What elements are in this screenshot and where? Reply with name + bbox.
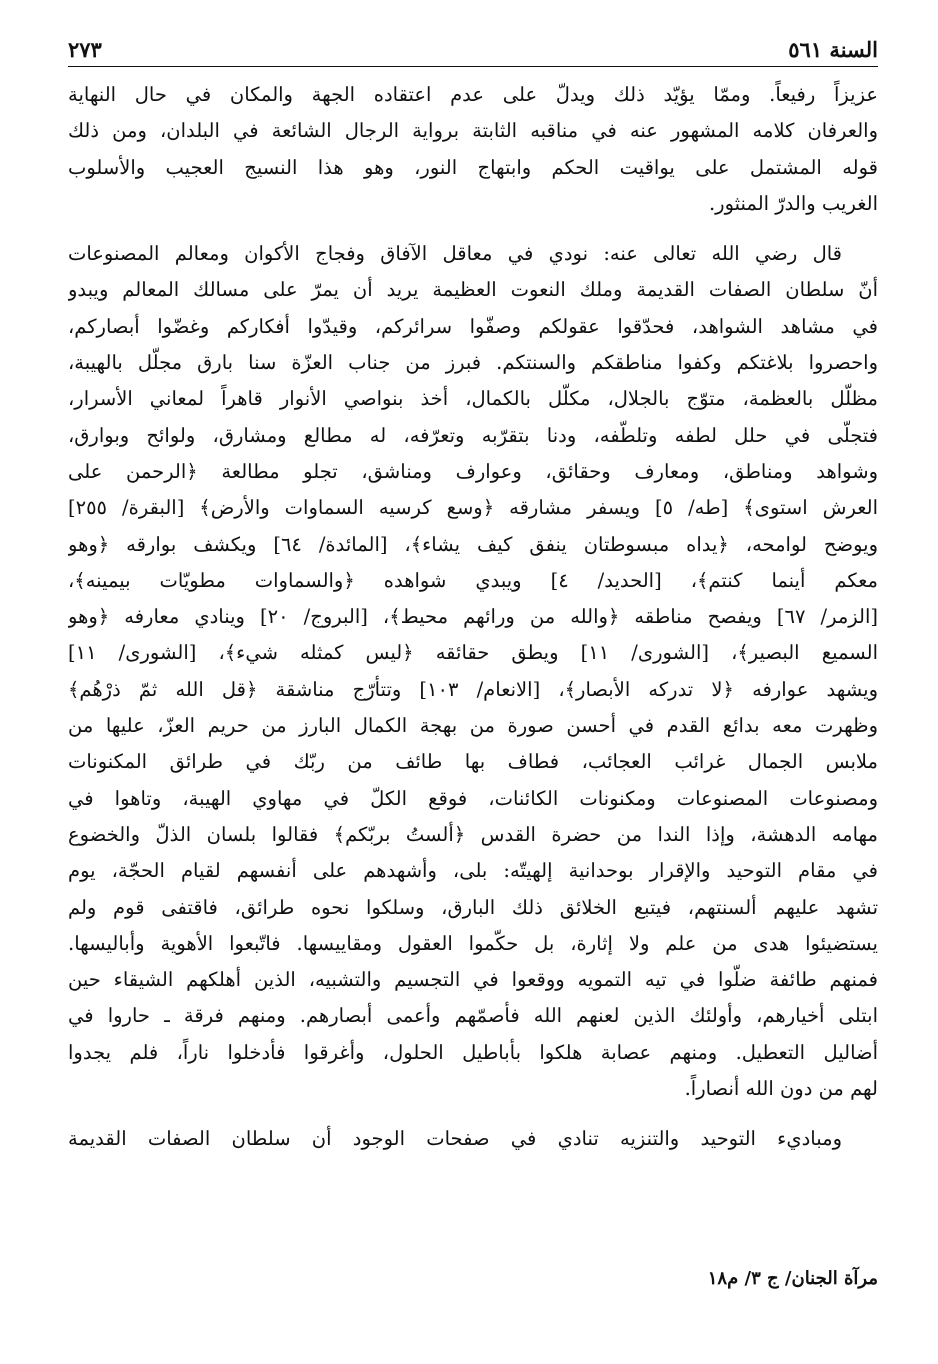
text-line: وظهرت معه بدائع القدم في أحسن صورة من بهجة الكمال البارز من حريم العزّ، عليها من: [68, 714, 878, 738]
text-line: معكم أينما كنتم﴾، [الحديد/ ٤] ويبدي شواهده ﴿والسماوات مطويّات بيمينه﴾،: [68, 568, 878, 592]
page-number: ٢٧٣: [68, 37, 102, 62]
text-line: ومصنوعات المصنوعات ومكنونات الكائنات، فوقع الكلّ في مهاوي الهيبة، وتاهوا في: [68, 786, 878, 810]
page-footer-signature: مرآة الجنان/ ج ٣/ م١٨: [707, 1268, 878, 1289]
text-line: السميع البصير﴾، [الشورى/ ١١] ويطق حقائقه ﴿ليس كمثله شيء﴾، [الشورى/ ١١]: [68, 641, 878, 665]
text-line: وشواهد ومناطق، ومعارف وحقائق، وعوارف ومناشق، تجلو مطالعة ﴿الرحمن على: [68, 459, 878, 483]
text-line: قوله المشتمل على يواقيت الحكم وابتهاج النور، وهو هذا النسيج العجيب والأسلوب: [68, 155, 878, 179]
text-line: ويشهد عوارفه ﴿لا تدركه الأبصار﴾، [الانعام/ ١٠٣] وتتأرّج مناشقة ﴿قل الله ثمّ ذرْهُم﴾: [68, 677, 878, 701]
text-line: لهم من دون الله أنصاراً.: [684, 1077, 878, 1101]
paragraph-2: [68, 236, 878, 1107]
text-line: يستضيئوا هدى من علم ولا إثارة، بل حكّموا العقول ومقاييسها. فاتّبعوا الأهوية وأباليسها.: [68, 931, 878, 955]
text-line: [الزمر/ ٦٧] ويفصح مناطقه ﴿والله من ورائهم محيط﴾، [البروج/ ٢٠] وينادي معارفه ﴿وهو: [68, 605, 878, 629]
text-line: قال رضي الله تعالى عنه: نودي في معاقل الآفاق وفجاج الأكوان ومعالم المصنوعات: [68, 242, 842, 266]
text-line: مظلّل بالعظمة، متوّج بالجلال، مكلّل بالكمال، أخذ بنواصي الأنوار قاهراً لمعاني الأسرار،: [68, 387, 878, 411]
text-line: في مشاهد الشواهد، فحدّقوا عقولكم وصفّوا سرائركم، وقيدّوا أفكاركم وغضّوا أبصاركم،: [68, 314, 878, 338]
text-line: ابتلى أخيارهم، وأولئك الذين لعنهم الله فأصمّهم وأعمى أبصارهم. ومنهم فرقة ـ حاروا في: [68, 1004, 878, 1028]
text-line: عزيزاً رفيعاً. وممّا يؤيّد ذلك ويدلّ على عدم اعتقاده الجهة والمكان في حال النهاية: [68, 83, 878, 106]
text-line: في مقام التوحيد والإقرار بوحدانية إلهيتّه: بلى، وأشهدهم على أنفسهم لقيام الحجّة، يوم: [68, 859, 878, 883]
text-line: أنّ سلطان الصفات القديمة وملك النعوت العظيمة يريد أن يمرّ على مسالك المعالم ويبدو: [68, 278, 878, 302]
text-line: والعرفان كلامه المشهور عنه في مناقبه الثابتة برواية الرجال الشائعة في البلدان، ومن ذلك: [68, 119, 878, 143]
running-title: السنة ٥٦١: [788, 37, 878, 62]
text-line: الغريب والدرّ المنثور.: [708, 191, 878, 215]
text-line: ويوضح لوامحه، ﴿يداه مبسوطتان ينفق كيف يشاء﴾، [المائدة/ ٦٤] ويكشف بوارقه ﴿وهو: [68, 532, 878, 556]
text-line: أضاليل التعطيل. ومنهم عصابة هلكوا بأباطيل الحلول، وأغرقوا فأدخلوا ناراً، فلم يجدوا: [68, 1040, 878, 1064]
page-header: [68, 28, 878, 62]
paragraph-3: [68, 1121, 878, 1157]
text-line: فمنهم طائفة ضلّوا في تيه التمويه ووقعوا في التجسيم والتشبيه، الذين أهلكهم الشيقاء حين: [68, 968, 878, 992]
text-line: ومباديء التوحيد والتنزيه تنادي في صفحات الوجود أن سلطان الصفات القديمة: [68, 1127, 842, 1151]
header-rule: [68, 66, 878, 67]
text-line: فتجلّى في حلل لطفه وتلطّفه، ودنا بتقرّبه وتعرّفه، له مطالع ومشارق، ولوائح وبوارق،: [68, 423, 878, 447]
text-line: مهامه الدهشة، وإذا الندا من حضرة القدس ﴿ألستُ بربّكم﴾ فقالوا بلسان الذلّ والخضوع: [68, 822, 878, 846]
text-line: العرش استوى﴾ [طه/ ٥] ويسفر مشارقه ﴿وسع كرسيه السماوات والأرض﴾ [البقرة/ ٢٥٥]: [68, 496, 878, 520]
paragraph-1: [68, 77, 878, 222]
text-line: واحصروا بلاغتكم وكفوا مناطقكم والسنتكم. فبرز من جناب العزّة سنا بارق مجلّل بالهيبة،: [68, 351, 878, 375]
text-line: تشهد عليهم ألسنتهم، فيتبع الخلائق ذلك البارق، وسلكوا نحوه طرائق، فاقتفى قوم ولم: [68, 895, 878, 919]
text-line: ملابس الجمال غرائب العجائب، فطاف بها طائف من ربّك في طرائق المكنونات: [68, 750, 878, 774]
